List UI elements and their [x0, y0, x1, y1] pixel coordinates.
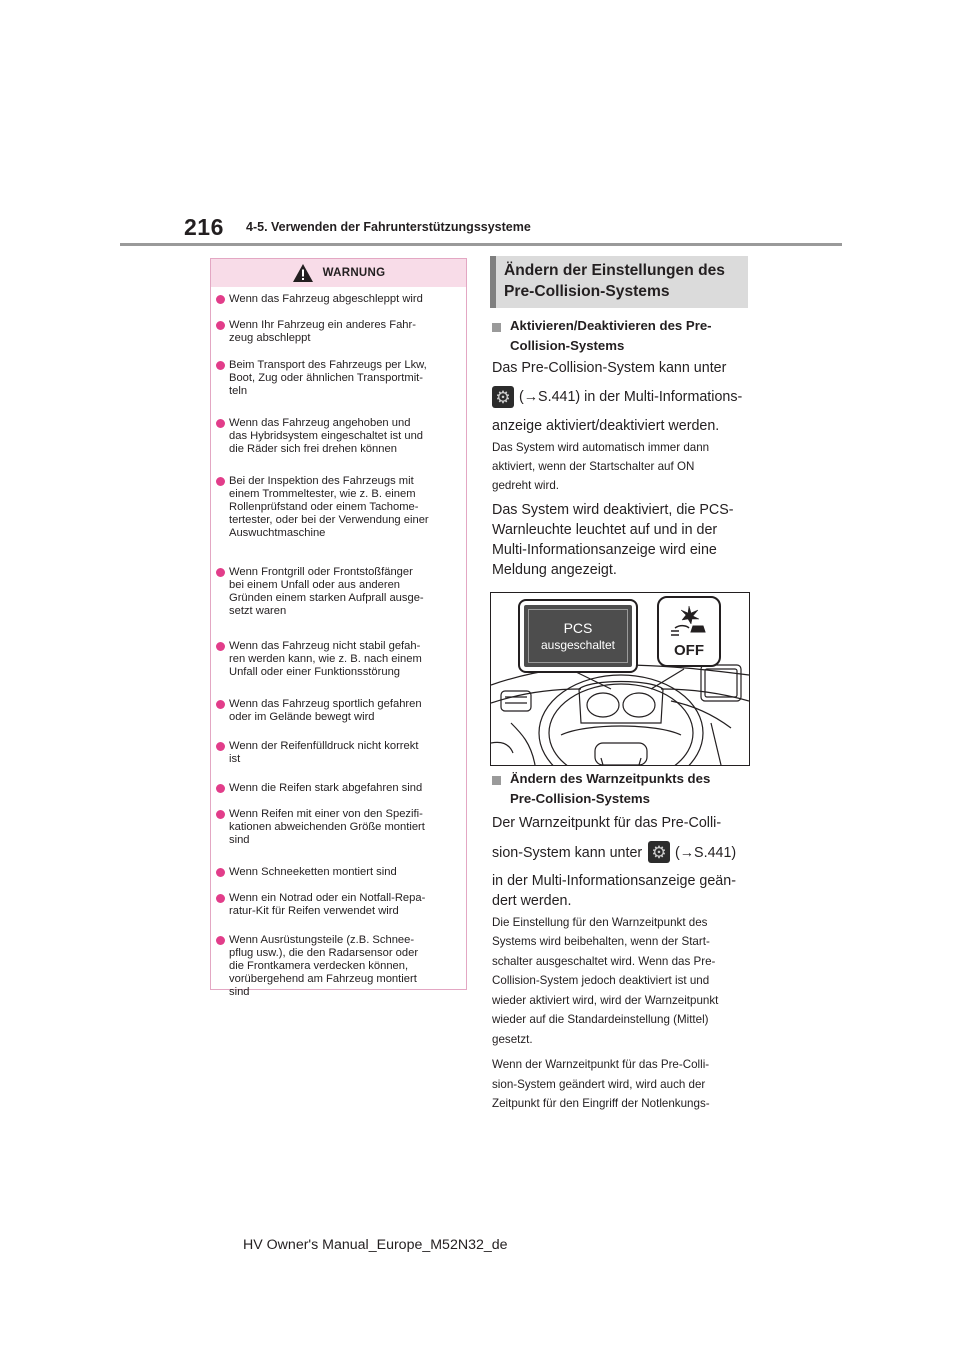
bullet-icon [216, 700, 225, 709]
paragraph-line: dert werden. [492, 893, 572, 909]
section-heading-line: Ändern der Einstellungen des [504, 262, 725, 279]
pcs-warning-light [657, 596, 721, 667]
bullet-icon [216, 568, 225, 577]
warning-item-text: Wenn die Reifen stark abgefahren sind [229, 782, 423, 794]
bullet-icon [216, 642, 225, 651]
note-line: wieder auf die Standardeinstellung (Mittel) [492, 1013, 709, 1026]
bullet-icon [216, 810, 225, 819]
subheading-warning-timing: Ändern des Warnzeitpunkts des Pre-Collision-Systems [510, 771, 711, 806]
pcs-display-title: PCS [563, 620, 593, 636]
warning-item-text: Wenn Reifen mit einer von den Spezifi- kationen abweichenden Größe montiert sind [229, 808, 425, 846]
warning-item-text: Wenn das Fahrzeug nicht stabil gefah- ren werden kann, wie z. B. nach einem Unfall oder einer Funktionsstörung [229, 640, 422, 678]
warning-item-text: Wenn das Fahrzeug abgeschleppt wird [229, 293, 423, 305]
warning-item-text: Wenn Frontgrill oder Frontstoßfänger bei einem Unfall oder aus anderen Gründen einem starken Aufprall ausge- setzt waren [229, 566, 424, 617]
paragraph-line: (→S.441) [675, 845, 737, 861]
paragraph-line: Warnleuchte leuchtet auf und in der [492, 522, 718, 538]
note-line: Systems wird beibehalten, wenn der Start- [492, 935, 710, 948]
note-line: Collision-System jedoch deaktiviert ist und [492, 974, 710, 987]
note-line: aktiviert, wenn der Startschalter auf ON [492, 460, 695, 473]
bullet-icon [216, 742, 225, 751]
warning-item-text: Wenn Ausrüstungsteile (z.B. Schnee- pflug usw.), die den Radarsensor oder die Frontkamera verdecken können, vorübergehend am Fahrzeug montiert sind [229, 934, 419, 998]
paragraph-line: (→S.441) in der Multi-Informations- [519, 389, 743, 405]
settings-gear-icon: ⚙ [492, 386, 514, 408]
note-line: Wenn der Warnzeitpunkt für das Pre-Colli- [492, 1058, 710, 1071]
pcs-display-status: ausgeschaltet [540, 638, 616, 652]
paragraph-line: Das System wird deaktiviert, die PCS- [492, 502, 734, 518]
warning-item-text: Wenn ein Notrad oder ein Notfall-Repa- ratur-Kit für Reifen verwendet wird [229, 892, 426, 917]
warning-item-text: Wenn das Fahrzeug angehoben und das Hybridsystem eingeschaltet ist und die Räder sich frei drehen können [229, 417, 424, 455]
paragraph-line: Der Warnzeitpunkt für das Pre-Colli- [492, 815, 722, 831]
note-line: wieder aktiviert wird, wird der Warnzeitpunkt [492, 994, 719, 1007]
off-label: OFF [674, 642, 704, 659]
note-line: Die Einstellung für den Warnzeitpunkt des [492, 916, 708, 929]
warning-triangle-icon [292, 263, 314, 283]
paragraph-line: Das Pre-Collision-System kann unter [492, 360, 727, 376]
bullet-icon [216, 419, 225, 428]
paragraph-line: Multi-Informationsanzeige wird eine [492, 542, 717, 558]
warning-item-text: Wenn der Reifenfülldruck nicht korrekt ist [229, 740, 419, 765]
bullet-icon [216, 894, 225, 903]
settings-gear-icon: ⚙ [648, 841, 670, 863]
pcs-off-display [520, 601, 636, 671]
note-line: Zeitpunkt für den Eingriff der Notlenkungs- [492, 1097, 710, 1110]
bullet-icon [216, 868, 225, 877]
page-number: 216 [184, 214, 224, 240]
bullet-icon [216, 784, 225, 793]
warning-header [211, 259, 466, 287]
square-bullet-icon [492, 776, 501, 785]
section-title: 4-5. Verwenden der Fahrunterstützungssysteme [246, 220, 531, 234]
bullet-icon [216, 936, 225, 945]
warning-box [210, 258, 467, 998]
note-line: gedreht wird. [492, 479, 560, 492]
paragraph-line: sion-System kann unter [492, 845, 643, 861]
note-line: schalter ausgeschaltet wird. Wenn das Pre- [492, 955, 716, 968]
warning-item-text: Bei der Inspektion des Fahrzeugs mit einem Trommeltester, wie z. B. einem Rollenprüfstand oder einem Tachome- tertester, oder bei der Verwendung einer Auswuchtmaschine [229, 475, 429, 539]
paragraph-line: Meldung angezeigt. [492, 562, 617, 578]
warning-title: WARNUNG [322, 267, 386, 279]
dashboard-illustration [490, 592, 750, 766]
warning-item-text: Wenn das Fahrzeug sportlich gefahren oder im Gelände bewegt wird [229, 698, 422, 723]
section-heading-line: Pre-Collision-Systems [504, 283, 670, 300]
header-rule [120, 243, 842, 246]
note-line: Das System wird automatisch immer dann [492, 441, 710, 454]
warning-item-text: Beim Transport des Fahrzeugs per Lkw, Boot, Zug oder ähnlichen Transportmit- teln [229, 359, 427, 397]
paragraph-line: anzeige aktiviert/deaktiviert werden. [492, 418, 720, 434]
bullet-icon [216, 321, 225, 330]
note-line: sion-System geändert wird, wird auch der [492, 1078, 706, 1091]
paragraph-line: in der Multi-Informationsanzeige geän- [492, 873, 736, 889]
pcs-warning-light-icon [669, 604, 709, 640]
note-line: gesetzt. [492, 1033, 533, 1046]
warning-item-text: Wenn Schneeketten montiert sind [229, 866, 397, 878]
bullet-icon [216, 295, 225, 304]
footer-text: HV Owner's Manual_Europe_M52N32_de [243, 1237, 508, 1253]
square-bullet-icon [492, 323, 501, 332]
subheading-activate: Aktivieren/Deaktivieren des Pre- Collision-Systems [510, 318, 712, 353]
bullet-icon [216, 361, 225, 370]
bullet-icon [216, 477, 225, 486]
warning-item-text: Wenn Ihr Fahrzeug ein anderes Fahr- zeug abschleppt [229, 319, 416, 344]
section-heading [490, 256, 748, 308]
